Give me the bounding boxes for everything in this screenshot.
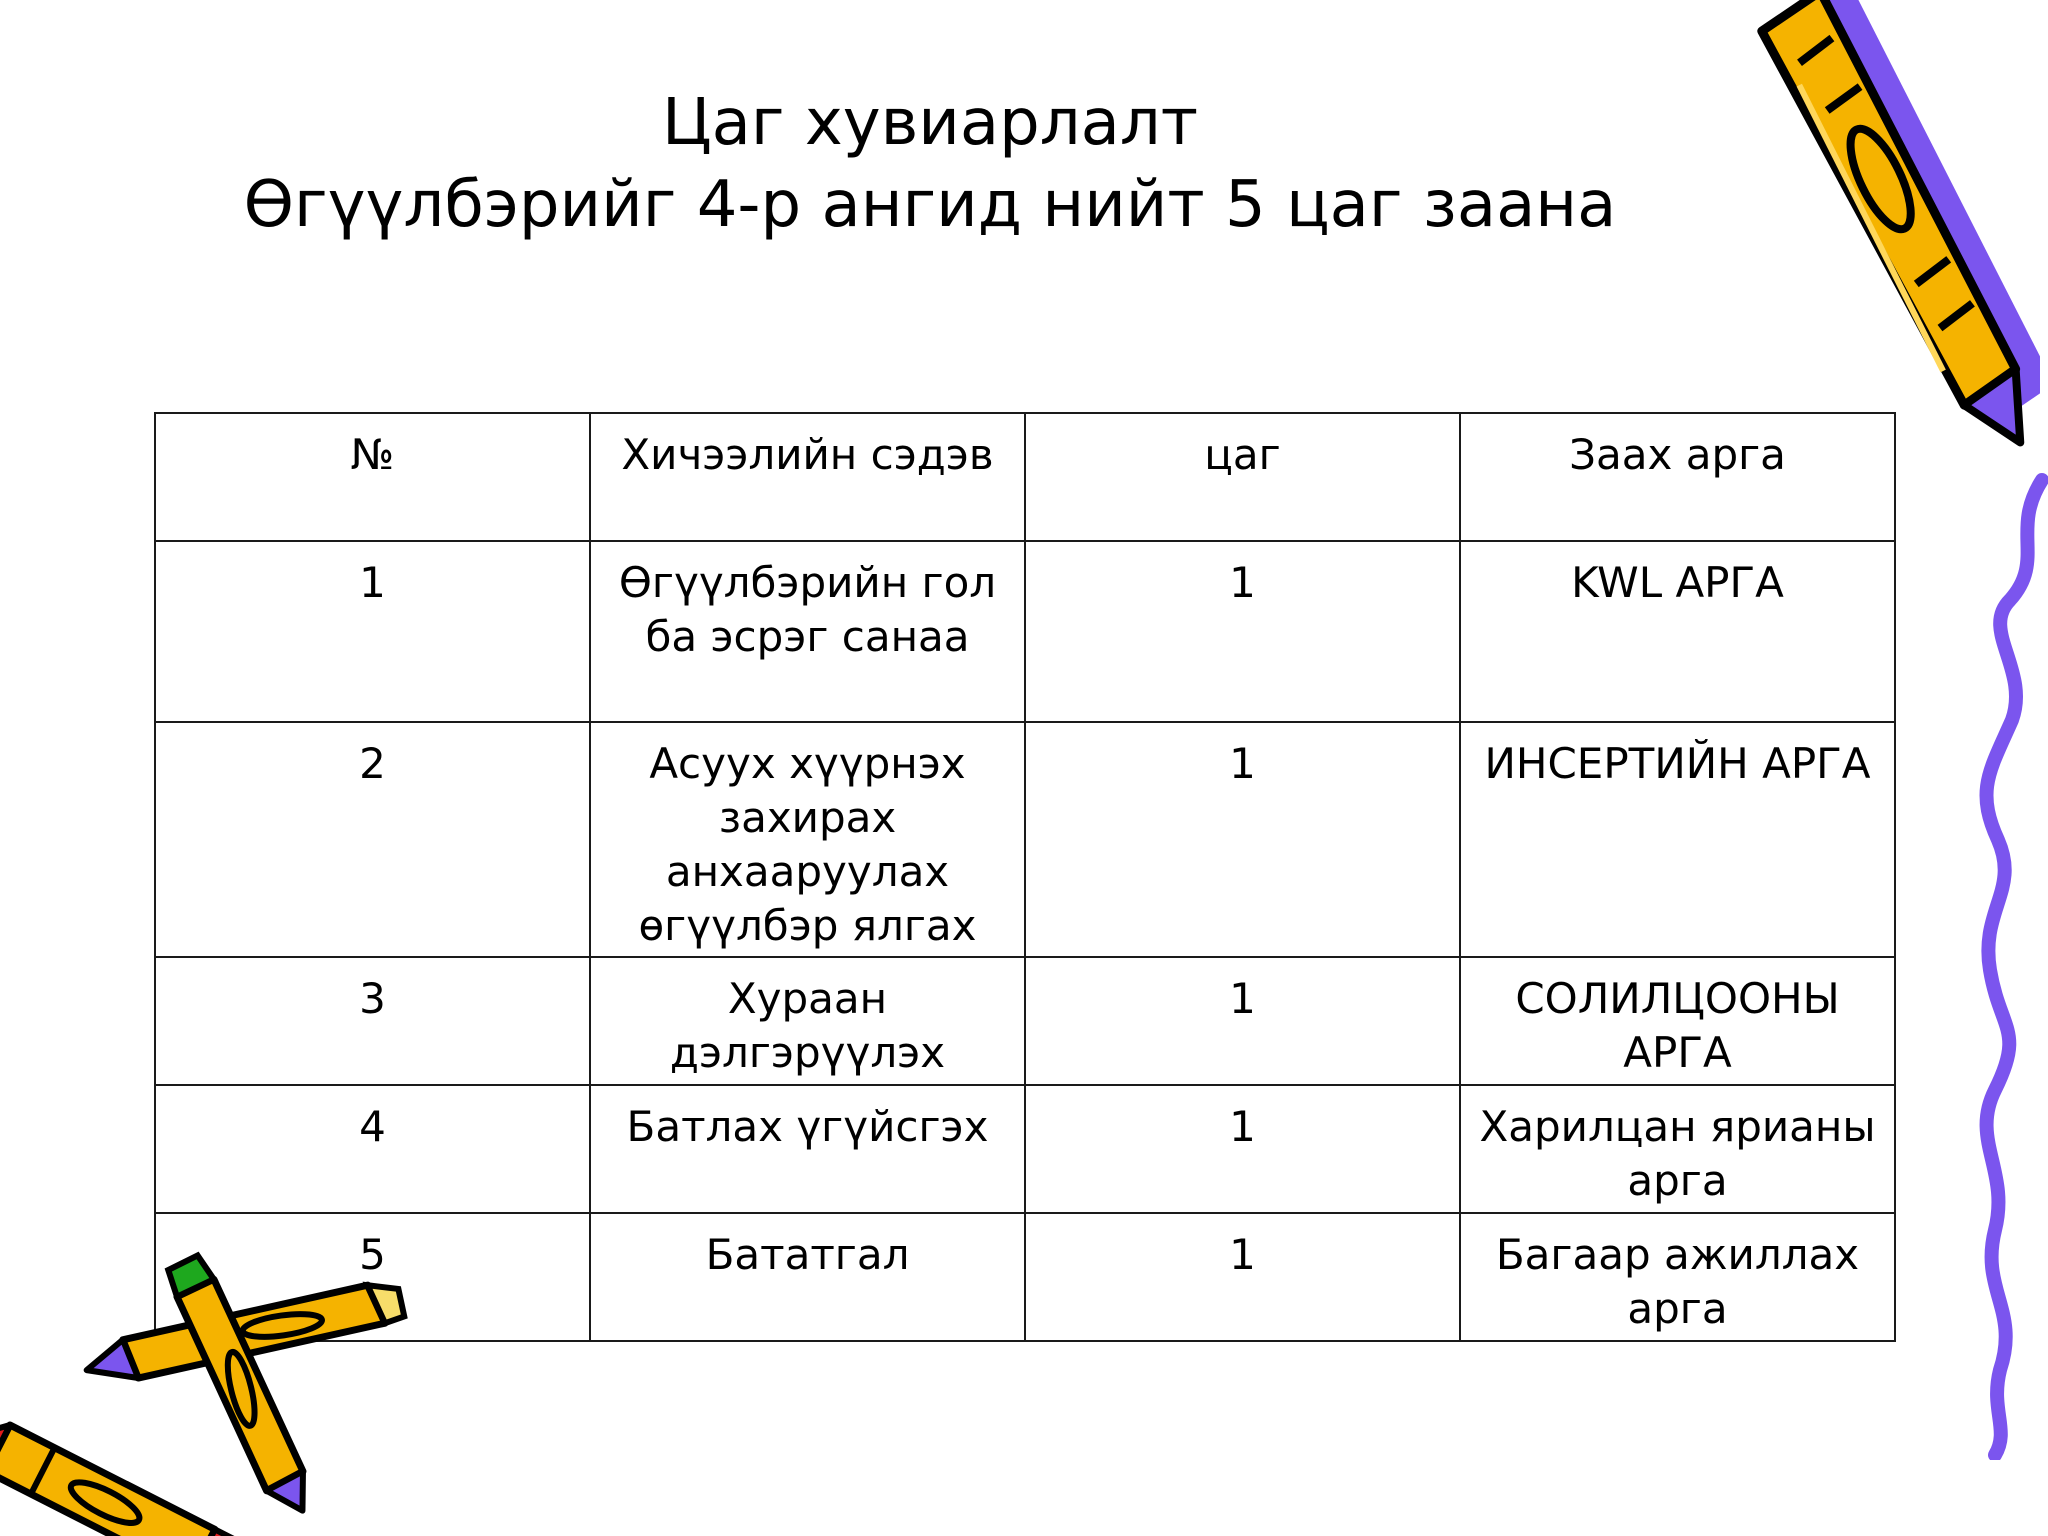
table-row bbox=[155, 1085, 1895, 1213]
header-method: Заах арга bbox=[1460, 413, 1895, 541]
row-number: 3 bbox=[155, 957, 590, 1085]
pencils-icon bbox=[0, 1240, 410, 1536]
row-topic: Асуух хүүрнэх захирах анхааруулах өгүүлбэр ялгах bbox=[590, 722, 1025, 957]
row-hours: 1 bbox=[1025, 541, 1460, 722]
row-topic: Хураан дэлгэрүүлэх bbox=[590, 957, 1025, 1085]
row-method: Харилцан ярианы арга bbox=[1460, 1085, 1895, 1213]
pencil-icon bbox=[1740, 0, 2040, 500]
slide-title bbox=[140, 82, 1720, 246]
row-topic: Батлах үгүйсгэх bbox=[590, 1085, 1025, 1213]
header-topic: Хичээлийн сэдэв bbox=[590, 413, 1025, 541]
row-topic: Бататгал bbox=[590, 1213, 1025, 1341]
row-number: 2 bbox=[155, 722, 590, 957]
header-number: № bbox=[155, 413, 590, 541]
row-method: СОЛИЛЦООНЫ АРГА bbox=[1460, 957, 1895, 1085]
title-line-1: Цаг хувиарлалт bbox=[661, 86, 1199, 160]
table-row bbox=[155, 957, 1895, 1085]
squiggle-line-icon bbox=[1950, 470, 2048, 1460]
row-number: 1 bbox=[155, 541, 590, 722]
schedule-table bbox=[154, 412, 1896, 1342]
row-method: ИНСЕРТИЙН АРГА bbox=[1460, 722, 1895, 957]
row-hours: 1 bbox=[1025, 957, 1460, 1085]
table-row bbox=[155, 541, 1895, 722]
row-topic: Өгүүлбэрийн гол ба эсрэг санаа bbox=[590, 541, 1025, 722]
row-method: Багаар ажиллах арга bbox=[1460, 1213, 1895, 1341]
title-line-2: Өгүүлбэрийг 4-р ангид нийт 5 цаг заана bbox=[243, 168, 1617, 242]
table-row bbox=[155, 1213, 1895, 1341]
row-number: 4 bbox=[155, 1085, 590, 1213]
table-header-row bbox=[155, 413, 1895, 541]
row-hours: 1 bbox=[1025, 722, 1460, 957]
header-hours: цаг bbox=[1025, 413, 1460, 541]
row-method: KWL АРГА bbox=[1460, 541, 1895, 722]
table-row bbox=[155, 722, 1895, 957]
row-hours: 1 bbox=[1025, 1085, 1460, 1213]
row-number: 5 bbox=[155, 1213, 590, 1341]
row-hours: 1 bbox=[1025, 1213, 1460, 1341]
